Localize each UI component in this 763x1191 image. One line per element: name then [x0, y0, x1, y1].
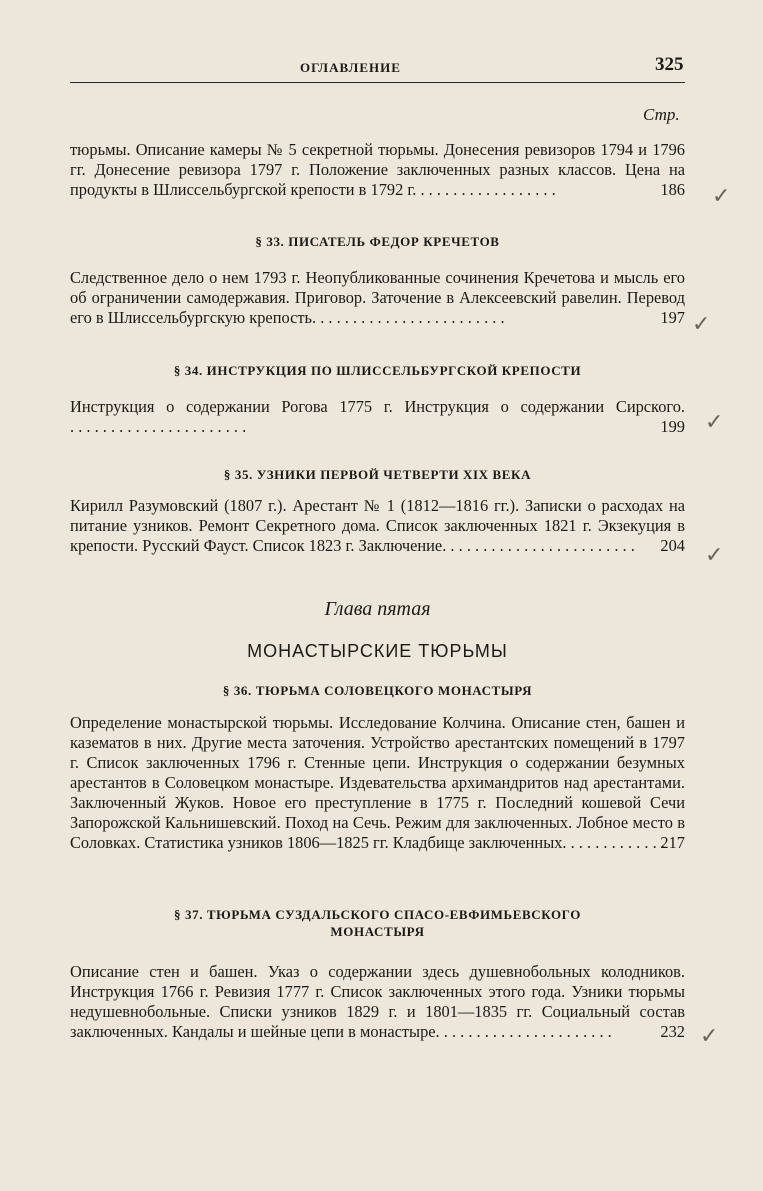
- toc-entry: [70, 140, 685, 200]
- leader-dots: . . . . . . . . . . . .: [570, 833, 665, 852]
- chapter-label: Глава пятая: [324, 598, 431, 620]
- entry-page-number: 217: [660, 833, 685, 852]
- entry-text: Инструкция о содержании Рогова 1775 г. Инструкция о содержании Сирского.: [70, 397, 685, 416]
- toc-entry: [70, 397, 685, 437]
- leader-dots: . . . . . . . . . . . . . . . . .: [420, 180, 556, 199]
- toc-entry: [70, 496, 685, 556]
- chapter-title: МОНАСТЫРСКИЕ ТЮРЬМЫ: [247, 641, 508, 661]
- leader-dots: . . . . . . . . . . . . . . . . . . . . . .: [70, 417, 247, 436]
- checkmark-icon: ✓: [705, 543, 724, 568]
- entry-page-number: 232: [660, 1022, 685, 1041]
- running-title: ОГЛАВЛЕНИЕ: [300, 60, 401, 75]
- entry-text: Следственное дело о нем 1793 г. Неопубликованные сочинения Кречетова и мысль его об ограничении самодержавия. Приговор. Заточение в Алексеевский равелин. Перевод его в Шлиссельбургскую крепость.: [70, 268, 685, 327]
- section-title: § 35. УЗНИКИ ПЕРВОЙ ЧЕТВЕРТИ XIX ВЕКА: [223, 467, 532, 482]
- section-title: § 34. ИНСТРУКЦИЯ ПО ШЛИССЕЛЬБУРГСКОЙ КРЕПОСТИ: [173, 363, 582, 378]
- leader-dots: . . . . . . . . . . . . . . . . . . . . . . .: [450, 536, 635, 555]
- entry-text: тюрьмы. Описание камеры № 5 секретной тюрьмы. Донесения ревизоров 1794 и 1796 гг. Донесение ревизора 1797 г. Положение заключенных разных классов. Цена на продукты в Шлиссельбургской крепости в 1792 г.: [70, 140, 685, 199]
- leader-dots: . . . . . . . . . . . . . . . . . . . . . . .: [320, 308, 505, 327]
- entry-page-number: 186: [660, 180, 685, 199]
- section-title: § 37. ТЮРЬМА СУЗДАЛЬСКОГО СПАСО-ЕВФИМЬЕВСКОГО МОНАСТЫРЯ: [174, 907, 581, 939]
- checkmark-icon: ✓: [692, 312, 711, 337]
- checkmark-icon: ✓: [700, 1024, 719, 1049]
- header-rule: [70, 82, 685, 83]
- toc-entry: [70, 713, 685, 853]
- checkmark-icon: ✓: [705, 410, 724, 435]
- entry-page-number: 197: [660, 308, 685, 327]
- toc-entry: [70, 962, 685, 1042]
- page-column-label: Стр.: [643, 105, 680, 124]
- entry-page-number: 199: [660, 417, 685, 436]
- entry-text: Описание стен и башен. Указ о содержании здесь душевнобольных колодников. Инструкция 1766 г. Ревизия 1777 г. Список заключенных этого года. Узники тюрьмы недушевнобольные. Списки узников 1829 г. и 1801—1835 гг. Социальный состав заключенных. Кандалы и шейные цепи в монастыре.: [70, 962, 685, 1041]
- entry-text: Определение монастырской тюрьмы. Исследование Колчина. Описание стен, башен и казематов в них. Другие места заточения. Устройство арестантских помещений в 1797 г. Список заключенных 1796 г. Стенные цепи. Инструкция о содержании безумных арестантов в Соловецком монастыре. Издевательства архимандритов над арестантами. Заключенный Жуков. Новое его преступление в 1775 г. Последний кошевой Сечи Запорожской Кальнишевский. Поход на Сечь. Режим для заключенных. Лобное место в Соловках. Статистика узников 1806—1825 гг. Кладбище заключенных.: [70, 713, 685, 852]
- entry-page-number: 204: [660, 536, 685, 555]
- section-title: § 36. ТЮРЬМА СОЛОВЕЦКОГО МОНАСТЫРЯ: [222, 683, 533, 698]
- entry-text: Кирилл Разумовский (1807 г.). Арестант № 1 (1812—1816 гг.). Записки о расходах на питание узников. Ремонт Секретного дома. Список заключенных 1821 г. Экзекуция в крепости. Русский Фауст. Список 1823 г. Заключение.: [70, 496, 685, 555]
- page-number: 325: [655, 54, 684, 75]
- toc-entry: [70, 268, 685, 328]
- leader-dots: . . . . . . . . . . . . . . . . . . . . .: [443, 1022, 612, 1041]
- checkmark-icon: ✓: [712, 184, 731, 209]
- section-title: § 33. ПИСАТЕЛЬ ФЕДОР КРЕЧЕТОВ: [255, 234, 500, 249]
